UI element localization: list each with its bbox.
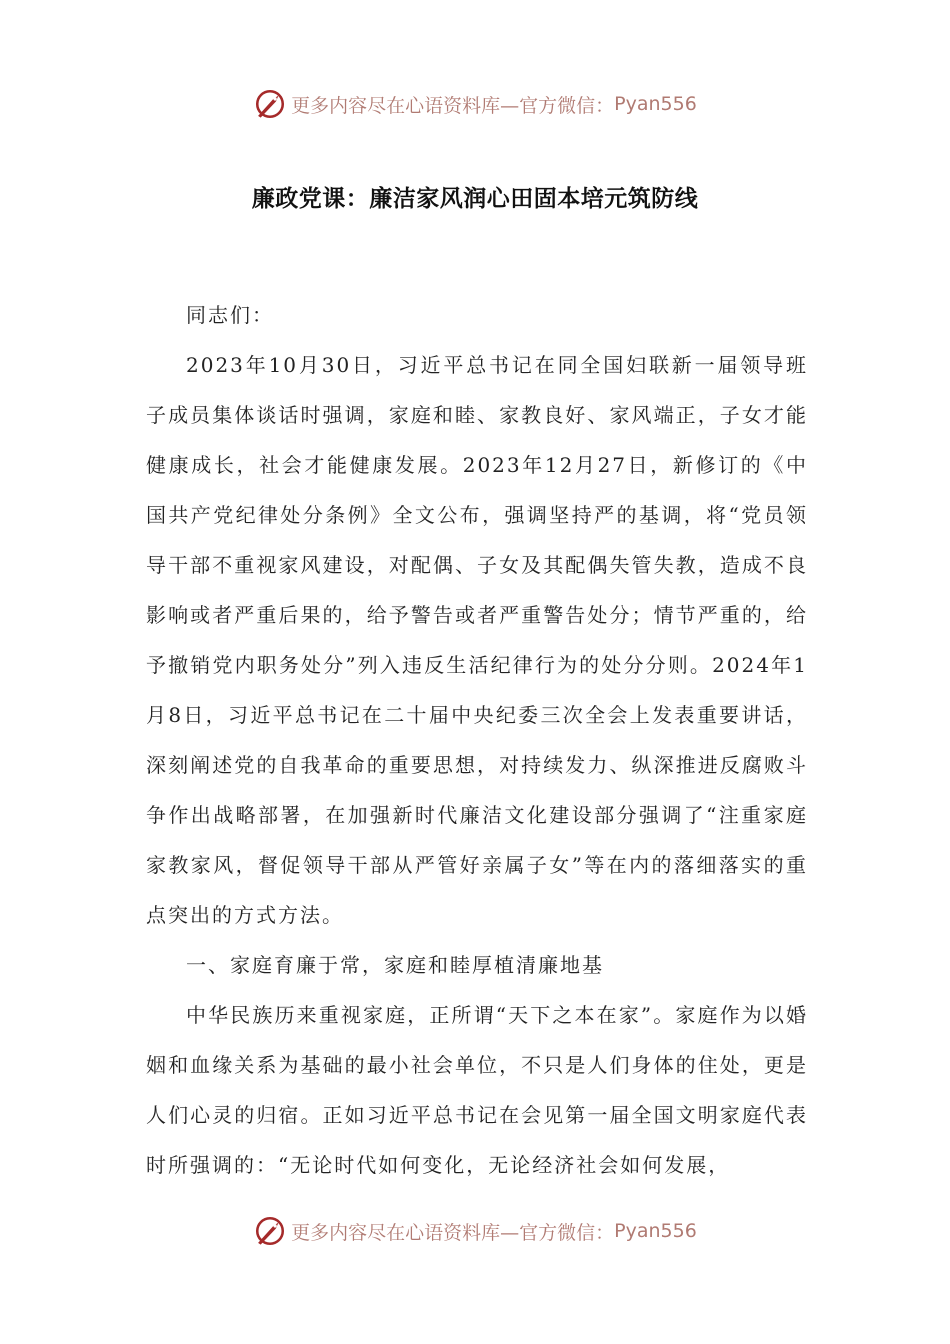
pen-nib-logo-icon	[253, 1214, 287, 1248]
greeting: 同志们：	[186, 303, 274, 327]
banner-text: 更多内容尽在心语资料库—官方微信：	[291, 94, 615, 117]
banner-text: 更多内容尽在心语资料库—官方微信：	[291, 1221, 615, 1244]
pen-nib-logo-icon	[253, 87, 287, 121]
paragraph: 中华民族历来重视家庭，正所谓“天下之本在家”。家庭作为以婚姻和血缘关系为基础的最小社会单位，不只是人们身体的住处，更是人们心灵的归宿。正如习近平总书记在会见第一届全国文明家庭代表时所强调的：“无论时代如何变化，无论经济社会如何发展，	[146, 1003, 808, 1177]
header-banner	[0, 84, 950, 124]
paragraph: 2023年10月30日，习近平总书记在同全国妇联新一届领导班子成员集体谈话时强调，家庭和睦、家教良好、家风端正，子女才能健康成长，社会才能健康发展。2023年12月27日，新修订的《中国共产党纪律处分条例》全文公布，强调坚持严的基调，将“党员领导干部不重视家风建设，对配偶、子女及其配偶失管失教，造成不良影响或者严重后果的，给予警告或者严重警告处分；情节严重的，给予撤销党内职务处分”列入违反生活纪律行为的处分分则。2024年1月8日，习近平总书记在二十届中央纪委三次全会上发表重要讲话，深刻阐述党的自我革命的重要思想，对持续发力、纵深推进反腐败斗争作出战略部署，在加强新时代廉洁文化建设部分强调了“注重家庭家教家风，督促领导干部从严管好亲属子女”等在内的落细落实的重点突出的方式方法。	[146, 353, 808, 927]
document-body	[146, 290, 808, 1190]
banner-wechat-id: Pyan556	[614, 93, 697, 115]
section-heading: 一、家庭育廉于常，家庭和睦厚植清廉地基	[186, 953, 604, 977]
footer-banner	[0, 1211, 950, 1251]
document-title: 廉政党课：廉洁家风润心田固本培元筑防线	[251, 186, 699, 212]
banner-wechat-id: Pyan556	[614, 1220, 697, 1242]
